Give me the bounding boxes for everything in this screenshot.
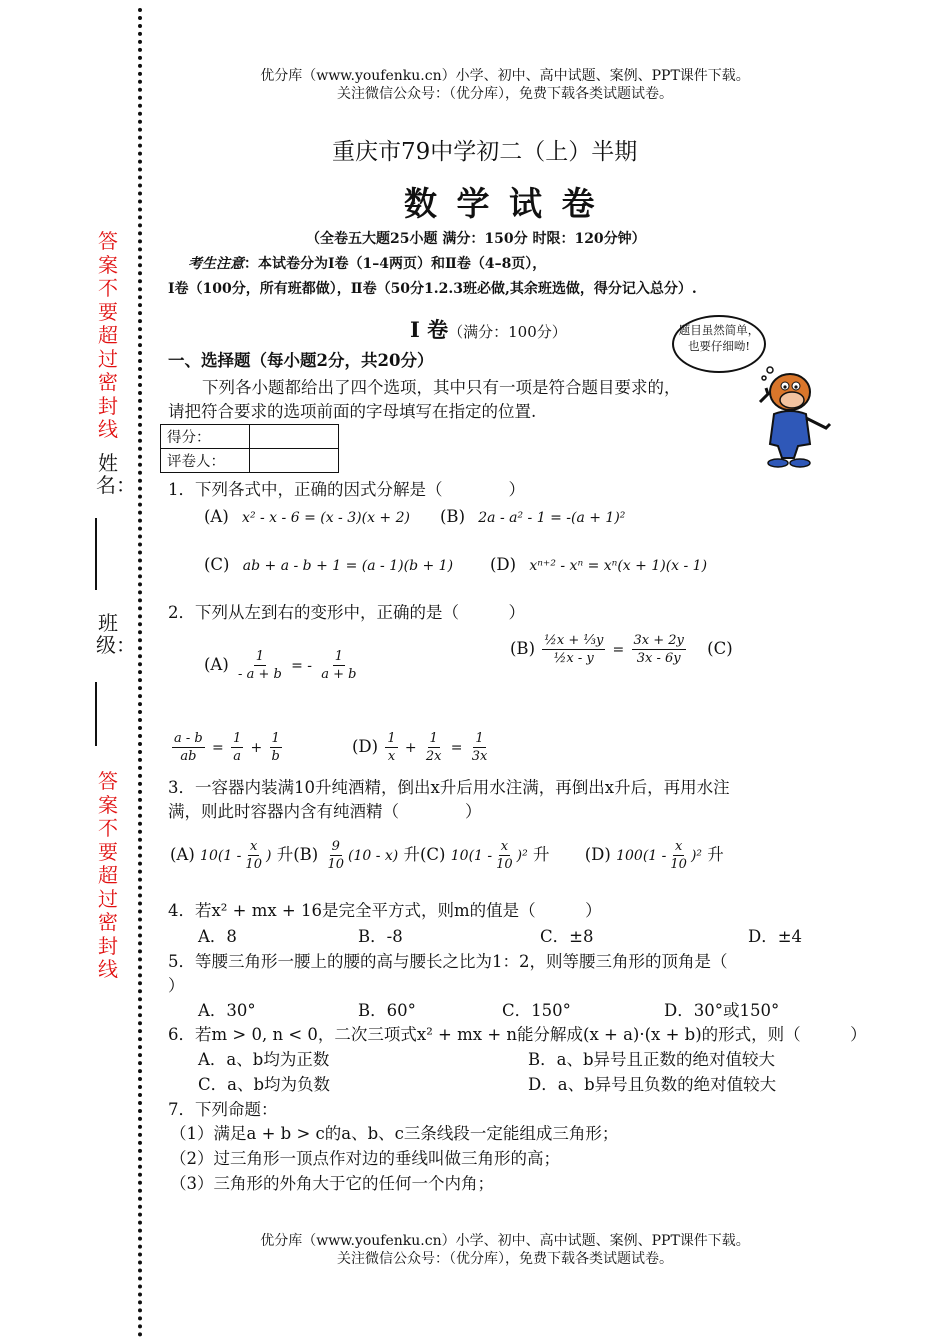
section1-heading: 一、选择题（每小题2分，共20分）	[168, 351, 434, 370]
q3-options: (A) 10(1 - $\frac{x}{10}$ ) 升(B) $\frac{9}{10}$ (10 - x) 升(C) 10(1 - $\frac{x}{10}$ )² 升 (D) 100(1 - $\frac{x}{10}$ )² 升	[170, 839, 724, 872]
header-line-1: 优分库（www.youfenku.cn）小学、初中、高中试题、案例、PPT课件下载。	[260, 68, 750, 84]
q7-proposition-2: （2）过三角形一顶点作对边的垂线叫做三角形的高；	[170, 1149, 560, 1168]
q4-option-a: A．8	[198, 927, 237, 946]
q7-proposition-3: （3）三角形的外角大于它的任何一个内角；	[170, 1174, 494, 1193]
q3-d-label: (D)	[584, 845, 611, 864]
q1-d-expr: xⁿ⁺² - xⁿ = xⁿ(x + 1)(x - 1)	[529, 558, 708, 574]
cartoon-monkey-icon	[740, 366, 840, 470]
q6-option-c: C．a、b均为负数	[198, 1075, 331, 1094]
section1-intro-1: 下列各小题都给出了四个选项，其中只有一项是符合题目要求的，	[202, 378, 681, 397]
q2-c-frac-right: $\frac{1}{b}$	[271, 731, 280, 764]
notice-line-1	[188, 253, 546, 273]
q6-option-a: A．a、b均为正数	[198, 1050, 330, 1069]
seal-warning-top: 答案不要超过密封线	[98, 229, 118, 441]
q2-d-label: (D)	[352, 737, 379, 756]
q1-option-a	[204, 505, 410, 530]
q3-c-label: 升(C)	[403, 845, 446, 864]
q2-d-frac-3: $\frac{1}{3x}$	[471, 731, 488, 764]
header-line-2: 关注微信公众号：（优分库），免费下载各类试题试卷。	[337, 86, 673, 102]
part1-heading-main: Ⅰ 卷	[410, 317, 449, 342]
notice-label: 考生注意	[188, 256, 244, 272]
q3-d-unit: 升	[707, 845, 724, 864]
footer-line-2: 关注微信公众号：（优分库），免费下载各类试题试卷。	[337, 1251, 673, 1267]
q4-option-c: C．±8	[540, 927, 594, 946]
q3-a-label: (A)	[170, 845, 195, 864]
q1-d-label: (D)	[490, 555, 517, 574]
q5-line-2: ）	[168, 976, 185, 995]
class-label: 班级：	[96, 611, 136, 657]
q2-c-frac-left: $\frac{a - b}{ab}$	[174, 731, 203, 764]
q2-c-label: (C)	[707, 639, 733, 658]
q1-option-c	[204, 553, 453, 578]
score-label: 得分：	[161, 425, 250, 449]
part1-heading	[410, 314, 567, 344]
q6-option-d: D．a、b异号且负数的绝对值较大	[528, 1075, 777, 1094]
q7-proposition-1: （1）满足a + b > c的a、b、c三条线段一定能组成三角形；	[170, 1124, 619, 1143]
bubble-text: 题目虽然简单，也要仔细呦!	[678, 323, 760, 353]
q5-line-1: 5．等腰三角形一腰上的腰的高与腰长之比为1：2，则等腰三角形的顶角是（	[168, 952, 728, 971]
binding-dotted-line	[138, 8, 142, 1338]
part1-heading-sub: （满分：100分）	[448, 323, 567, 341]
q1-option-b	[440, 505, 625, 530]
q1-c-label: (C)	[204, 555, 230, 574]
q2-a-frac-right: $\frac{1}{a + b}$	[321, 649, 357, 682]
notice-text: ：本试卷分为Ⅰ卷（1–4两页）和Ⅱ卷（4–8页），	[244, 256, 547, 272]
q2-c-frac-mid: $\frac{1}{a}$	[232, 731, 242, 764]
score-cell[interactable]	[250, 425, 339, 449]
footer-line-1: 优分库（www.youfenku.cn）小学、初中、高中试题、案例、PPT课件下载。	[260, 1233, 750, 1249]
name-blank-line[interactable]	[95, 518, 97, 590]
q1-option-d	[490, 553, 707, 578]
school-title: 重庆市79中学初二（上）半期	[332, 139, 638, 165]
q5-option-c: C．150°	[502, 1001, 571, 1020]
q7-stem: 7．下列命题：	[168, 1100, 278, 1119]
q1-c-expr: ab + a - b + 1 = (a - 1)(b + 1)	[242, 558, 454, 574]
q2-a-frac-left: $\frac{1}{- a + b}$	[238, 649, 282, 682]
q6-option-b: B．a、b异号且正数的绝对值较大	[528, 1050, 776, 1069]
q2-d-frac-2: $\frac{1}{2x}$	[425, 731, 442, 764]
subject-title: 数 学 试 卷	[404, 184, 599, 223]
q2-option-d: (D) $\frac{1}{x}$ + $\frac{1}{2x}$ = $\frac{1}{3x}$	[352, 731, 488, 764]
q5-option-b: B．60°	[358, 1001, 416, 1020]
q2-option-a: (A) $\frac{1}{- a + b}$ = - $\frac{1}{a + b}$	[204, 649, 357, 682]
q2-b-frac-left: $\frac{\text{½x + ⅓y}}{\text{½x - y}}$	[544, 633, 604, 666]
q2-d-frac-1: $\frac{1}{x}$	[387, 731, 396, 764]
section1-intro-2: 请把符合要求的选项前面的字母填写在指定的位置.	[168, 402, 537, 421]
q2-option-b: (B) $\frac{\text{½x + ⅓y}}{\text{½x - y}}$ = $\frac{3x + 2y}{3x - 6y}$ (C)	[510, 633, 733, 666]
q5-option-d: D．30°或150°	[664, 1001, 780, 1020]
grader-cell[interactable]	[250, 449, 339, 473]
q6-stem: 6．若m > 0, n < 0，二次三项式x² + mx + n能分解成(x + a)·(x + b)的形式，则（ ）	[168, 1025, 867, 1044]
q1-a-expr: x² - x - 6 = (x - 3)(x + 2)	[242, 510, 410, 526]
speech-bubble	[672, 315, 766, 373]
q4-option-d: D．±4	[748, 927, 803, 946]
q2-a-label: (A)	[204, 655, 229, 674]
q1-b-expr: 2a - a² - 1 = -(a + 1)²	[478, 510, 626, 526]
exam-info: （全卷五大题25小题 满分：150分 时限：120分钟）	[306, 231, 646, 247]
grader-label: 评卷人：	[161, 449, 250, 473]
q3-line-1: 3．一容器内装满10升纯酒精，倒出x升后用水注满，再倒出x升后，再用水注	[168, 778, 730, 797]
q4-stem: 4．若x² + mx + 16是完全平方式，则m的值是（ ）	[168, 901, 602, 920]
q2-b-frac-right: $\frac{3x + 2y}{3x - 6y}$	[633, 633, 684, 666]
score-table	[160, 424, 339, 473]
q1-stem: 1．下列各式中，正确的因式分解是（ ）	[168, 480, 525, 499]
q1-a-label: (A)	[204, 507, 229, 526]
seal-warning-bottom: 答案不要超过密封线	[98, 769, 118, 981]
notice-line-2: Ⅰ卷（100分，所有班都做），Ⅱ卷（50分1.2.3班必做,其余班选做，得分记入总分）.	[168, 281, 697, 297]
q2-b-label: (B)	[510, 639, 535, 658]
name-label: 姓名：	[96, 451, 136, 497]
q3-c-unit: 升	[533, 845, 550, 864]
q4-option-b: B．-8	[358, 927, 403, 946]
q3-b-label: 升(B)	[276, 845, 319, 864]
q1-b-label: (B)	[440, 507, 465, 526]
q5-option-a: A．30°	[198, 1001, 256, 1020]
q2-option-c: $\frac{a - b}{ab}$ = $\frac{1}{a}$ + $\frac{1}{b}$	[174, 731, 280, 764]
class-blank-line[interactable]	[95, 682, 97, 746]
q2-stem: 2．下列从左到右的变形中，正确的是（ ）	[168, 603, 525, 622]
q3-line-2: 满，则此时容器内含有纯酒精（ ）	[168, 802, 482, 821]
